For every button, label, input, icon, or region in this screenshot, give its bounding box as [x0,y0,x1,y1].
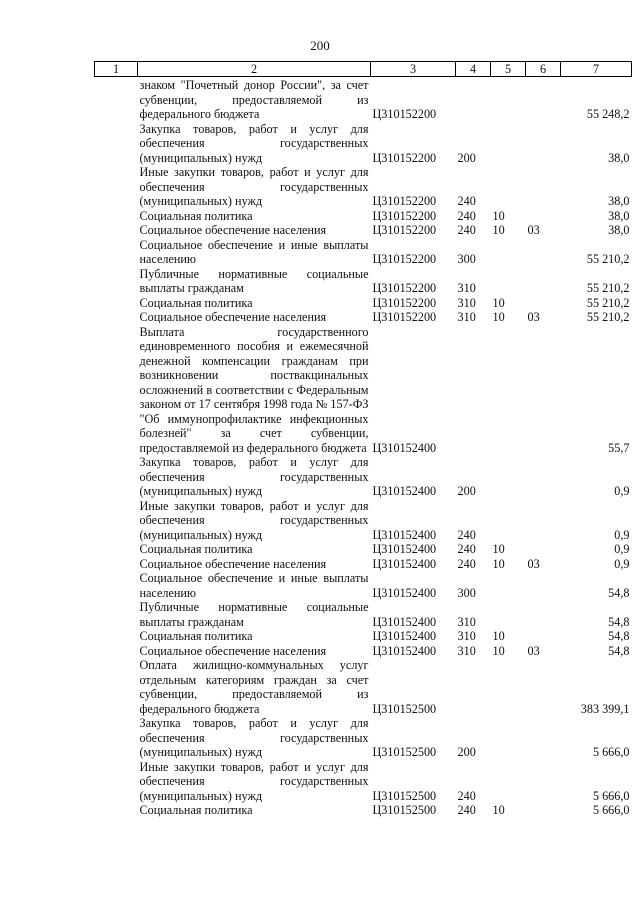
row-section: 10 [492,208,505,223]
row-section [491,325,526,456]
row-subsection [526,499,561,543]
row-section [491,77,526,122]
header-col-1: 1 [95,62,138,77]
row-subsection: 03 [527,310,540,324]
row-section [491,238,526,267]
row-section: 10 [492,310,505,324]
row-amount: 54,8 [608,614,630,629]
row-target-code: Ц310152400 [372,614,437,629]
row-amount: 55 210,2 [586,310,630,324]
row-amount: 0,9 [614,527,630,542]
row-name: Социальная политика [139,208,253,223]
row-subsection: 03 [527,223,540,237]
row-subsection [526,209,561,224]
table-row [95,571,632,600]
row-col-1 [95,267,138,296]
row-section [491,716,526,760]
row-amount: 5 666,0 [592,745,630,759]
row-section: 10 [492,295,505,310]
row-expense-type: 300 [457,585,476,600]
row-subsection [526,629,561,644]
row-target-code: Ц310152200 [372,252,437,266]
row-col-1 [95,455,138,499]
row-expense-type: 240 [457,788,476,803]
row-target-code: Ц310152500 [372,745,437,759]
row-name: Социальное обеспечение населения [139,223,327,237]
row-expense-type: 310 [457,310,476,324]
row-subsection: 03 [527,643,540,658]
row-target-code: Ц310152200 [372,295,437,310]
table-row [95,267,632,296]
row-expense-type: 310 [457,281,476,295]
row-subsection [526,296,561,311]
row-section: 10 [492,803,505,817]
row-section: 10 [492,223,505,237]
row-section [491,267,526,296]
row-name: Закупка товаров, работ и услуг для обеспечения государственных (муниципальных) нужд [139,716,369,759]
row-name: Социальное обеспечение населения [139,310,327,324]
row-target-code: Ц310152400 [372,542,437,556]
row-col-1 [95,600,138,629]
row-expense-type: 310 [457,295,476,310]
table-header [95,62,632,77]
row-name: Социальная политика [139,542,253,556]
row-section [491,571,526,600]
row-section: 10 [492,542,505,556]
row-name: Закупка товаров, работ и услуг для обеспечения государственных (муниципальных) нужд [139,455,369,498]
table-row [95,310,632,325]
row-expense-type: 240 [457,527,476,542]
row-expense-type: 310 [457,643,476,658]
row-expense-type [456,325,491,456]
table-row [95,760,632,804]
row-target-code: Ц310152200 [372,223,437,237]
row-target-code: Ц310152200 [372,208,437,223]
row-col-1 [95,223,138,238]
row-name: Социальная политика [139,803,253,817]
row-amount: 54,8 [608,629,630,643]
header-row [95,62,632,77]
table-row [95,644,632,659]
row-amount: 38,0 [608,208,630,223]
header-col-2: 2 [138,62,371,77]
row-amount: 38,0 [608,194,630,208]
header-col-6: 6 [526,62,561,77]
table-row [95,238,632,267]
row-expense-type [456,77,491,122]
row-subsection [526,600,561,629]
row-target-code: Ц310152200 [372,194,437,208]
table-row [95,77,632,122]
row-name: Социальная политика [139,629,253,643]
row-target-code: Ц310152400 [372,527,437,542]
row-name: Публичные нормативные социальные выплаты гражданам [139,600,369,629]
row-amount: 0,9 [614,484,630,498]
row-amount: 54,8 [608,643,630,658]
row-subsection [526,238,561,267]
row-subsection [526,77,561,122]
table-row [95,165,632,209]
row-col-1 [95,557,138,572]
row-col-1 [95,77,138,122]
table-body [95,77,632,818]
row-subsection [526,760,561,804]
row-col-1 [95,499,138,543]
row-subsection [526,716,561,760]
row-amount: 54,8 [608,585,630,600]
row-col-1 [95,209,138,224]
row-subsection [526,803,561,818]
row-target-code: Ц310152500 [372,701,437,716]
row-subsection [526,122,561,166]
row-amount: 0,9 [614,542,630,556]
row-expense-type [456,658,491,716]
row-subsection [526,658,561,716]
row-col-1 [95,238,138,267]
row-amount: 38,0 [608,223,630,237]
row-target-code: Ц310152400 [372,643,437,658]
row-section [491,165,526,209]
row-expense-type: 240 [457,556,476,571]
table-row [95,455,632,499]
table-row [95,325,632,456]
row-amount: 0,9 [614,556,630,571]
row-expense-type: 200 [457,150,476,165]
row-name: Закупка товаров, работ и услуг для обеспечения государственных (муниципальных) нужд [139,121,369,165]
row-amount: 55 210,2 [586,252,630,266]
row-subsection [526,325,561,456]
row-name: Социальное обеспечение населения [139,643,327,658]
row-col-1 [95,629,138,644]
table-row [95,629,632,644]
row-subsection [526,165,561,209]
header-col-7: 7 [561,62,632,77]
row-target-code: Ц310152400 [372,629,437,643]
row-expense-type: 310 [457,629,476,643]
row-expense-type: 200 [457,745,476,759]
row-col-1 [95,325,138,456]
row-name: Оплата жилищно-коммунальных услуг отдельным категориям граждан за счет субвенции, предоставляемой из федерального бюджета [139,658,369,716]
row-name: Социальная политика [139,295,253,310]
row-col-1 [95,122,138,166]
row-name: Иные закупки товаров, работ и услуг для обеспечения государственных (муниципальных) нужд [139,498,369,542]
row-target-code: Ц310152400 [372,556,437,571]
row-target-code: Ц310152200 [372,310,437,324]
row-amount: 5 666,0 [592,788,630,803]
header-col-4: 4 [456,62,491,77]
table-row [95,803,632,818]
row-name: Публичные нормативные социальные выплаты гражданам [139,266,369,295]
row-target-code: Ц310152400 [372,440,437,455]
header-col-5: 5 [491,62,526,77]
row-section [491,760,526,804]
table-row [95,499,632,543]
table-row [95,557,632,572]
row-amount: 383 399,1 [580,701,630,716]
row-target-code: Ц310152500 [372,803,437,817]
header-col-3: 3 [371,62,456,77]
row-name: Выплата государственного единовременного пособия и ежемесячной денежной компенсации гражданам при возникновении поствакцинальных осложнений в соответствии с Федеральным законом от 17 сентября 1998 года № 157-ФЗ "Об иммунопрофилактике инфекционных болезней" за счет субвенции, предоставляемой из федерального бюджета [139,324,369,455]
row-expense-type: 240 [457,208,476,223]
row-subsection [526,571,561,600]
row-target-code: Ц310152200 [372,281,437,295]
row-col-1 [95,165,138,209]
row-expense-type: 240 [457,223,476,237]
row-subsection [526,542,561,557]
row-col-1 [95,542,138,557]
row-target-code: Ц310152400 [372,585,437,600]
budget-table [94,61,632,818]
page-number: 200 [310,38,330,53]
row-col-1 [95,310,138,325]
row-col-1 [95,296,138,311]
row-section [491,455,526,499]
table-row [95,223,632,238]
row-amount: 5 666,0 [592,803,630,817]
row-target-code: Ц310152200 [372,107,437,121]
row-col-1 [95,658,138,716]
row-name: Иные закупки товаров, работ и услуг для обеспечения государственных (муниципальных) нужд [139,759,369,803]
table-row [95,716,632,760]
row-subsection [526,455,561,499]
table-row [95,122,632,166]
row-name: Социальное обеспечение и иные выплаты населению [139,237,369,266]
table-row [95,542,632,557]
row-section: 10 [492,629,505,643]
row-amount: 55 210,2 [586,295,630,310]
row-amount: 55,7 [608,440,630,455]
row-col-1 [95,803,138,818]
row-section: 10 [492,556,505,571]
table-row [95,600,632,629]
row-col-1 [95,716,138,760]
row-name: Иные закупки товаров, работ и услуг для обеспечения государственных (муниципальных) нужд [139,165,369,208]
row-expense-type: 240 [457,803,476,817]
row-section [491,499,526,543]
row-section [491,658,526,716]
row-target-code: Ц310152400 [372,484,437,498]
row-col-1 [95,760,138,804]
row-amount: 55 248,2 [586,107,630,121]
row-expense-type: 240 [457,542,476,556]
row-amount: 55 210,2 [586,281,630,295]
row-target-code: Ц310152200 [372,150,437,165]
table-row [95,296,632,311]
table-row [95,209,632,224]
row-subsection [526,267,561,296]
row-amount: 38,0 [608,150,630,165]
row-section [491,122,526,166]
row-section [491,600,526,629]
row-subsection: 03 [527,556,540,571]
row-name: знаком "Почетный донор России", за счет субвенции, предоставляемой из федерального бюджета [139,78,369,121]
row-expense-type: 300 [457,252,476,266]
row-section: 10 [492,643,505,658]
row-expense-type: 200 [457,484,476,498]
row-name: Социальное обеспечение населения [139,556,327,571]
row-name: Социальное обеспечение и иные выплаты населению [139,571,369,600]
row-col-1 [95,571,138,600]
row-expense-type: 240 [457,194,476,208]
row-target-code: Ц310152500 [372,788,437,803]
table-row [95,658,632,716]
row-col-1 [95,644,138,659]
row-expense-type: 310 [457,614,476,629]
